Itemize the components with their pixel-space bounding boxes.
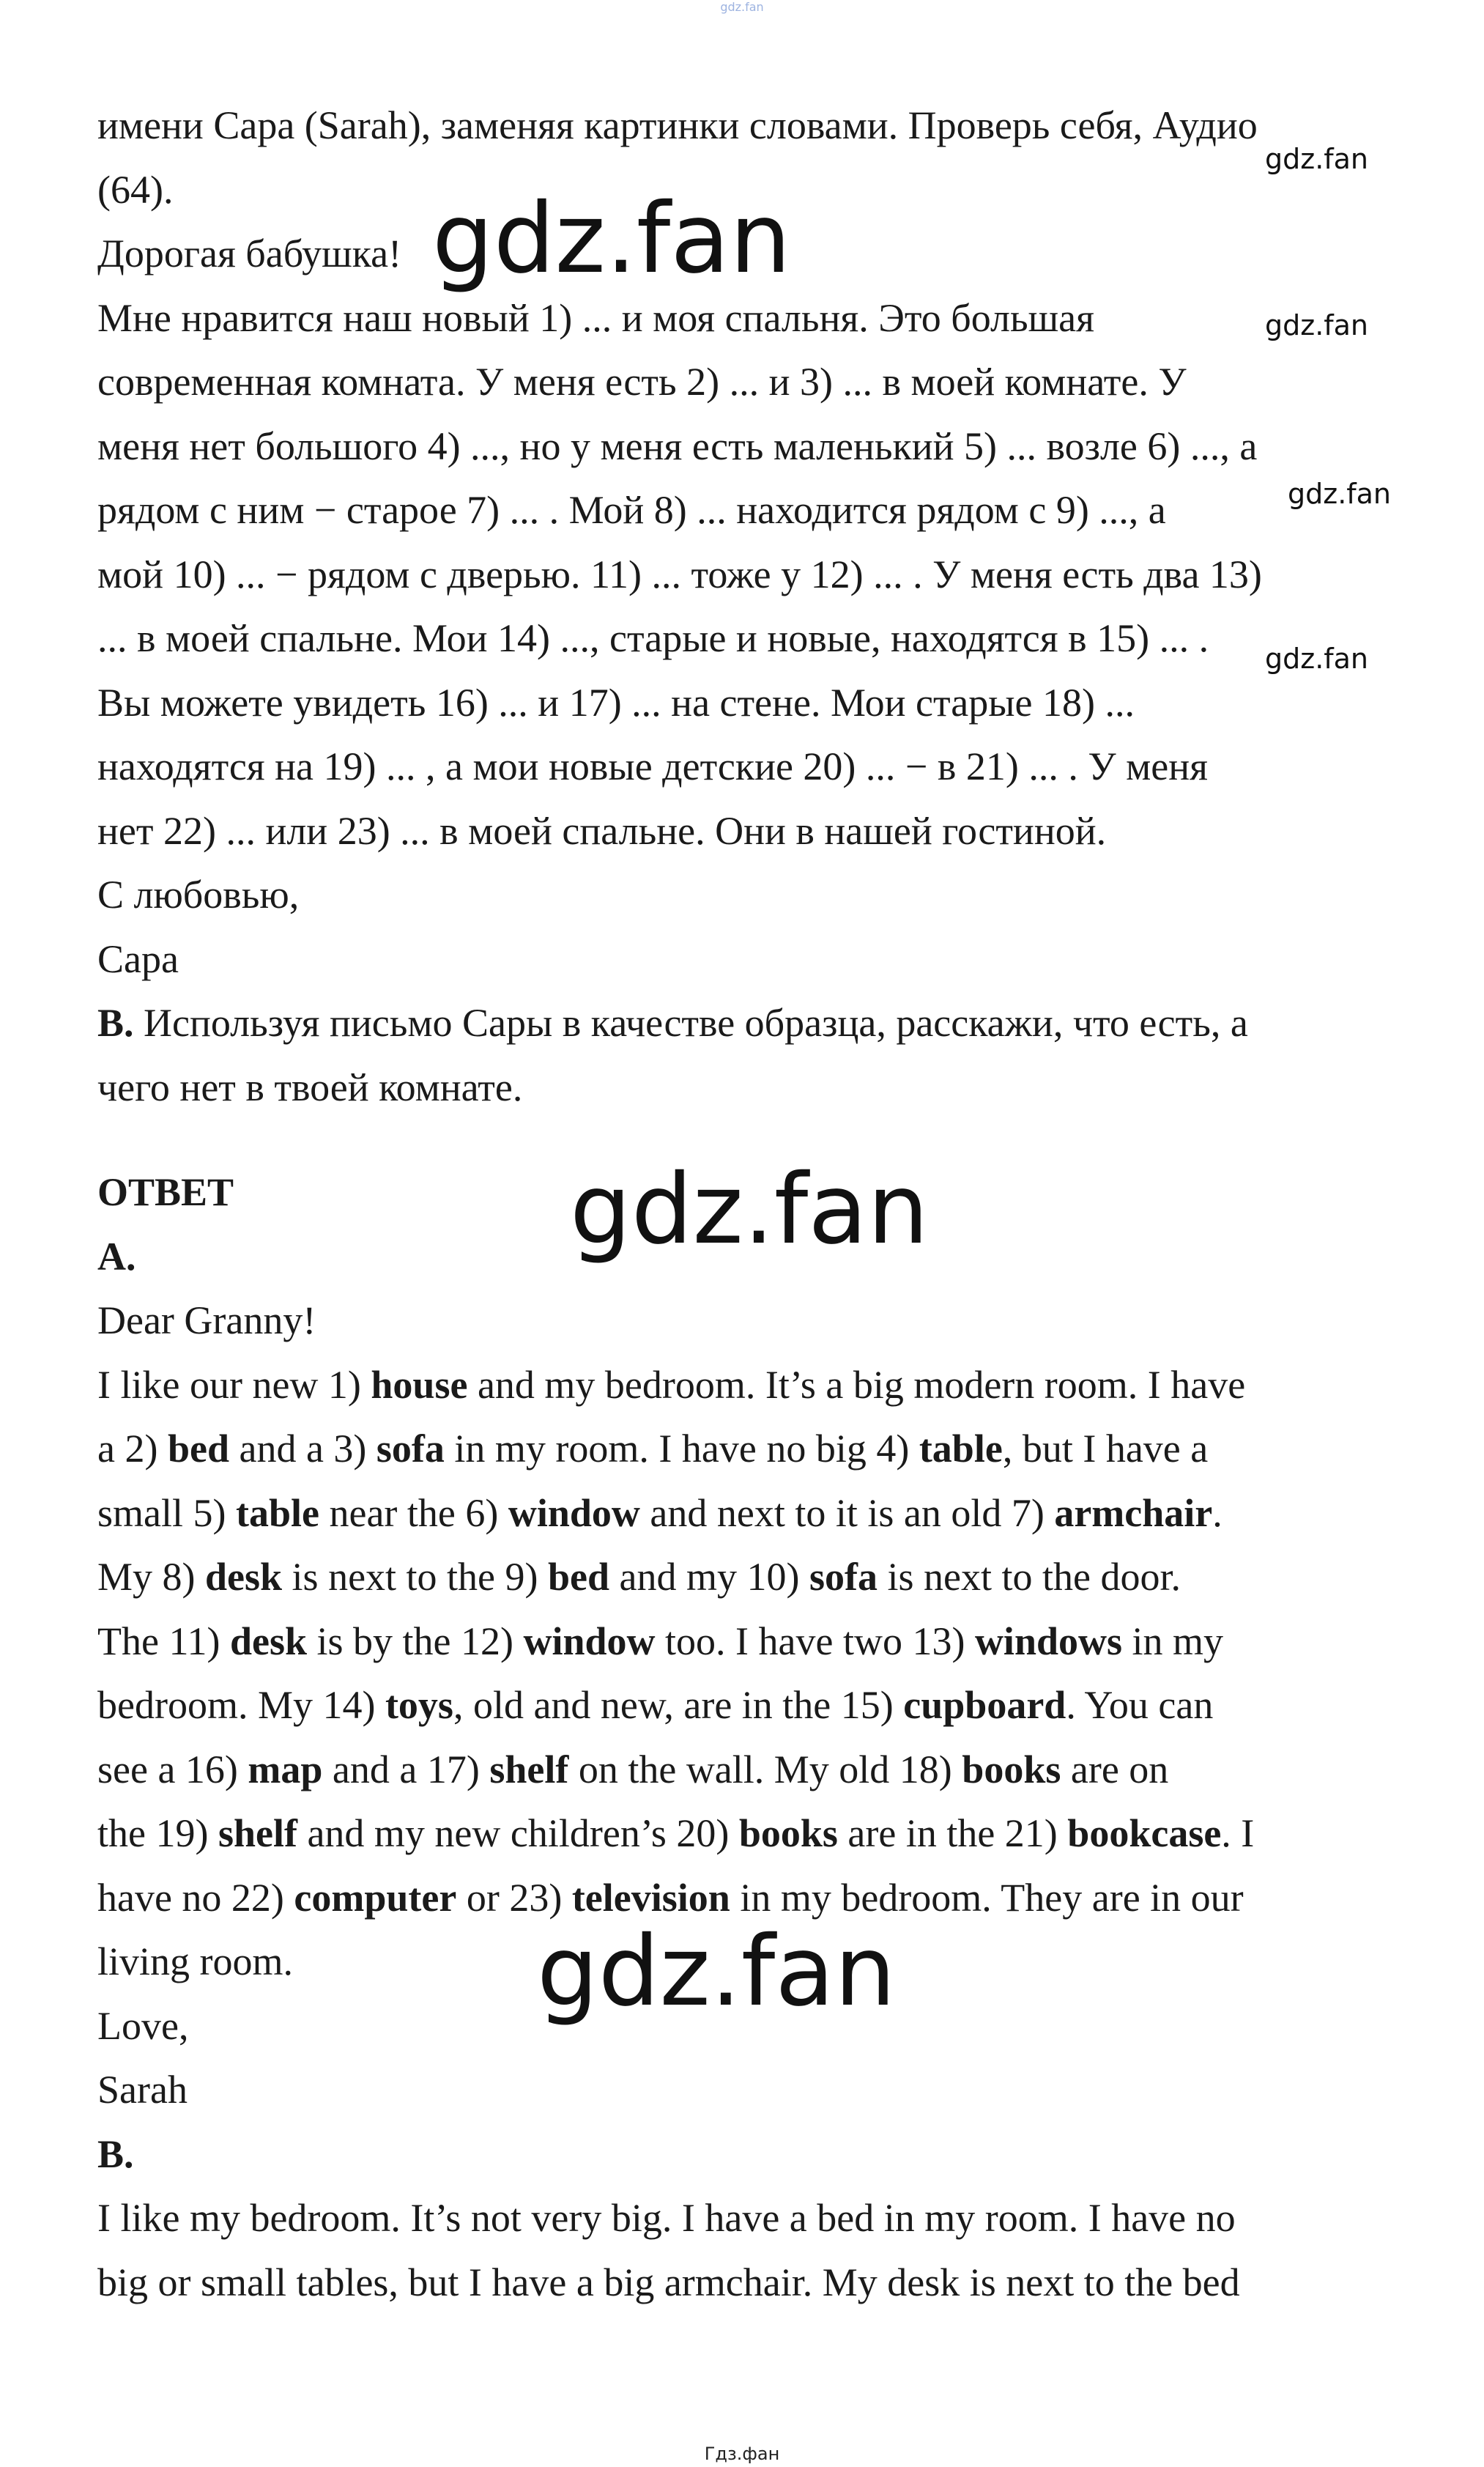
task-part-b-cont: чего нет в твоей комнате. [97,1065,523,1109]
task-line: Вы можете увидеть 16) ... и 17) ... на стене. Мои старые 18) ... [97,680,1135,725]
task-line: Мне нравится наш новый 1) ... и моя спальня. Это большая [97,295,1094,340]
answer-line: a 2) bed and a 3) sofa in my room. I have no big 4) table, but I have a [97,1427,1209,1471]
watermark: gdz.fan [1265,309,1369,341]
task-line: С любовью, [97,873,300,917]
answer-line: I like our new 1) house and my bedroom. It’s a big modern room. I have [97,1362,1246,1407]
watermark: gdz.fan [1265,643,1369,675]
watermark: gdz.fan [1288,478,1392,510]
task-line: мой 10) ... − рядом с дверью. 11) ... тоже у 12) ... . У меня есть два 13) [97,552,1262,596]
task-line: современная комната. У меня есть 2) ... и 3) ... в моей комнате. У [97,360,1187,404]
answer-line: My 8) desk is next to the 9) bed and my 10) sofa is next to the door. [97,1555,1181,1599]
answer-heading: ОТВЕТ [97,1170,234,1214]
answer-part-b-line: big or small tables, but I have a big armchair. My desk is next to the bed [97,2260,1240,2304]
task-line: нет 22) ... или 23) ... в моей спальне. Они в нашей гостиной. [97,808,1107,853]
task-part-b-text: Используя письмо Сары в качестве образца, расскажи, что есть, а [133,1001,1248,1045]
answer-line: living room. [97,1939,293,1983]
answer-line: small 5) table near the 6) window and next to it is an old 7) armchair. [97,1490,1223,1535]
task-line: ... в моей спальне. Мои 14) ..., старые и новые, находятся в 15) ... . [97,616,1209,660]
answer-part-b-line: I like my bedroom. It’s not very big. I have a bed in my room. I have no [97,2196,1236,2240]
watermark: gdz.fan [537,1915,896,2028]
watermark: gdz.fan [1265,143,1369,175]
answer-line: bedroom. My 14) toys, old and new, are in the 15) cupboard. You can [97,1683,1214,1727]
task-line: имени Сара (Sarah), заменяя картинки словами. Проверь себя, Аудио [97,103,1258,147]
watermark: gdz.fan [432,182,791,295]
task-line: (64). [97,167,174,212]
watermark: gdz.fan [570,1153,929,1266]
footer-watermark: Гдз.фан [704,2444,780,2464]
task-line: Сара [97,936,179,981]
task-part-b-label: B. [97,1001,134,1045]
answer-line: the 19) shelf and my new children’s 20) books are in the 21) bookcase. I [97,1811,1255,1855]
answer-closing: Love, [97,2003,189,2048]
task-line: рядом с ним − старое 7) ... . Мой 8) ... находится рядом с 9) ..., а [97,488,1166,532]
task-part-b [97,991,1416,1056]
answer-line: have no 22) computer or 23) television in my bedroom. They are in our [97,1875,1244,1920]
answer-line: see a 16) map and a 17) shelf on the wall. My old 18) books are on [97,1747,1169,1791]
task-line: находятся на 19) ... , а мои новые детские 20) ... − в 21) ... . У меня [97,744,1208,788]
task-line: Дорогая бабушка! [97,232,402,275]
task-line: меня нет большого 4) ..., но у меня есть маленький 5) ... возле 6) ..., а [97,424,1258,468]
answer-greeting: Dear Granny! [97,1298,316,1342]
answer-line: The 11) desk is by the 12) window too. I have two 13) windows in my [97,1619,1224,1663]
answer-part-a-label: A. [97,1234,136,1279]
answer-signature: Sarah [97,2068,188,2112]
answer-part-b-label: B. [97,2131,134,2176]
header-watermark: gdz.fan [720,0,764,14]
